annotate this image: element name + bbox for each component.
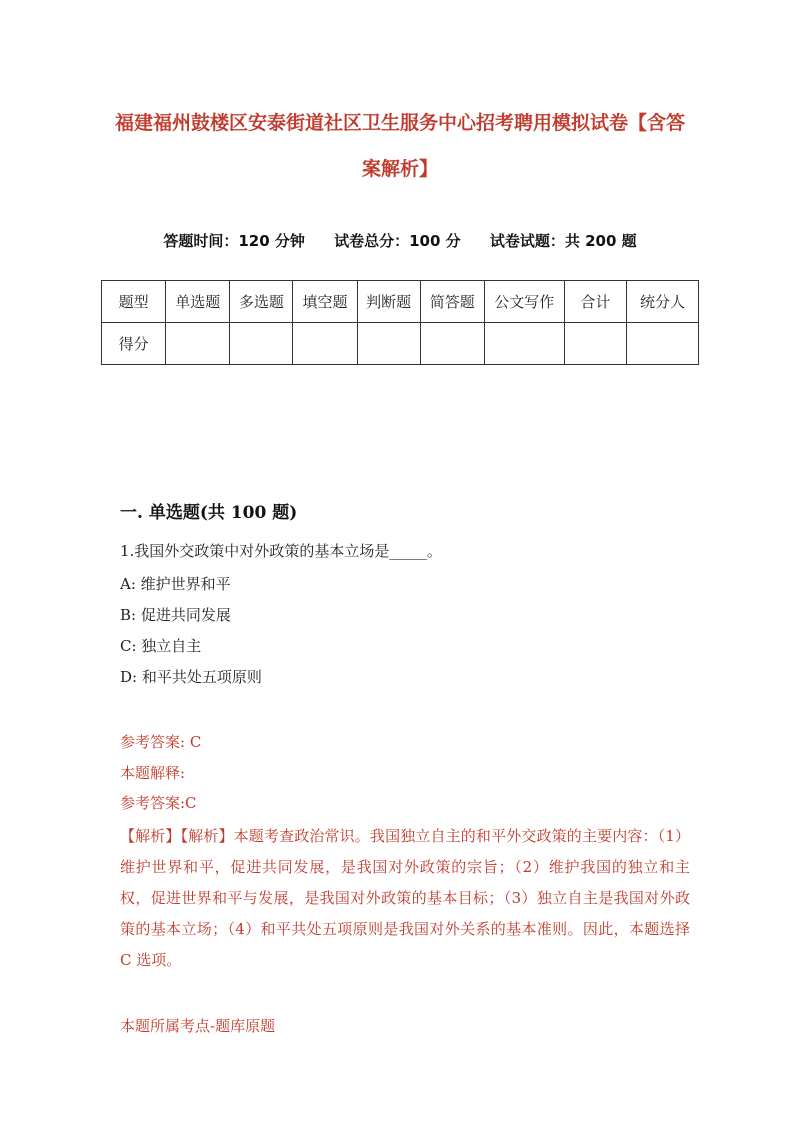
header-cell: 填空题	[293, 281, 357, 323]
score-cell	[484, 323, 564, 365]
score-cell	[166, 323, 230, 365]
score-cell	[420, 323, 484, 365]
question-stem: 1.我国外交政策中对外政策的基本立场是_____。	[120, 542, 442, 560]
topic-tag: 本题所属考点-题库原题	[120, 1017, 276, 1035]
header-cell: 多选题	[230, 281, 293, 323]
header-cell: 简答题	[420, 281, 484, 323]
header-cell: 单选题	[166, 281, 230, 323]
reference-answer-repeat: 参考答案:C	[120, 794, 197, 812]
header-cell: 题型	[102, 281, 166, 323]
header-cell: 合计	[564, 281, 626, 323]
section-heading: 一. 单选题(共 100 题)	[120, 503, 298, 523]
score-row-label: 得分	[102, 323, 166, 365]
option-d: D: 和平共处五项原则	[120, 668, 262, 686]
score-cell	[293, 323, 357, 365]
score-cell	[564, 323, 626, 365]
score-cell	[230, 323, 293, 365]
exam-meta	[0, 230, 800, 251]
explanation-label: 本题解释:	[120, 764, 186, 782]
score-table	[101, 280, 699, 365]
score-table-header-row	[102, 281, 699, 323]
option-c: C: 独立自主	[120, 637, 202, 655]
explanation-text: 【解析】【解析】本题考查政治常识。我国独立自主的和平外交政策的主要内容：（1）维护世界和平，促进共同发展，是我国对外政策的宗旨；（2）维护我国的独立和主权，促进世界和平与发展，是我国对外政策的基本目标；（3）独立自主是我国对外政策的基本立场；（4）和平共处五项原则是我国对外关系的基本准则。因此，本题选择 C 选项。	[120, 827, 690, 969]
score-table-score-row	[102, 323, 699, 365]
reference-answer: 参考答案: C	[120, 733, 202, 751]
header-cell: 判断题	[357, 281, 420, 323]
page-title: 福建福州鼓楼区安泰街道社区卫生服务中心招考聘用模拟试卷【含答案解析】	[114, 112, 685, 180]
exam-time: 答题时间：120 分钟	[163, 232, 305, 250]
header-cell: 统分人	[626, 281, 698, 323]
exam-question-count: 试卷试题：共 200 题	[489, 232, 637, 250]
option-a: A: 维护世界和平	[120, 575, 231, 593]
score-cell	[626, 323, 698, 365]
option-b: B: 促进共同发展	[120, 606, 231, 624]
score-cell	[357, 323, 420, 365]
exam-total-score: 试卷总分：100 分	[334, 232, 461, 250]
header-cell: 公文写作	[484, 281, 564, 323]
